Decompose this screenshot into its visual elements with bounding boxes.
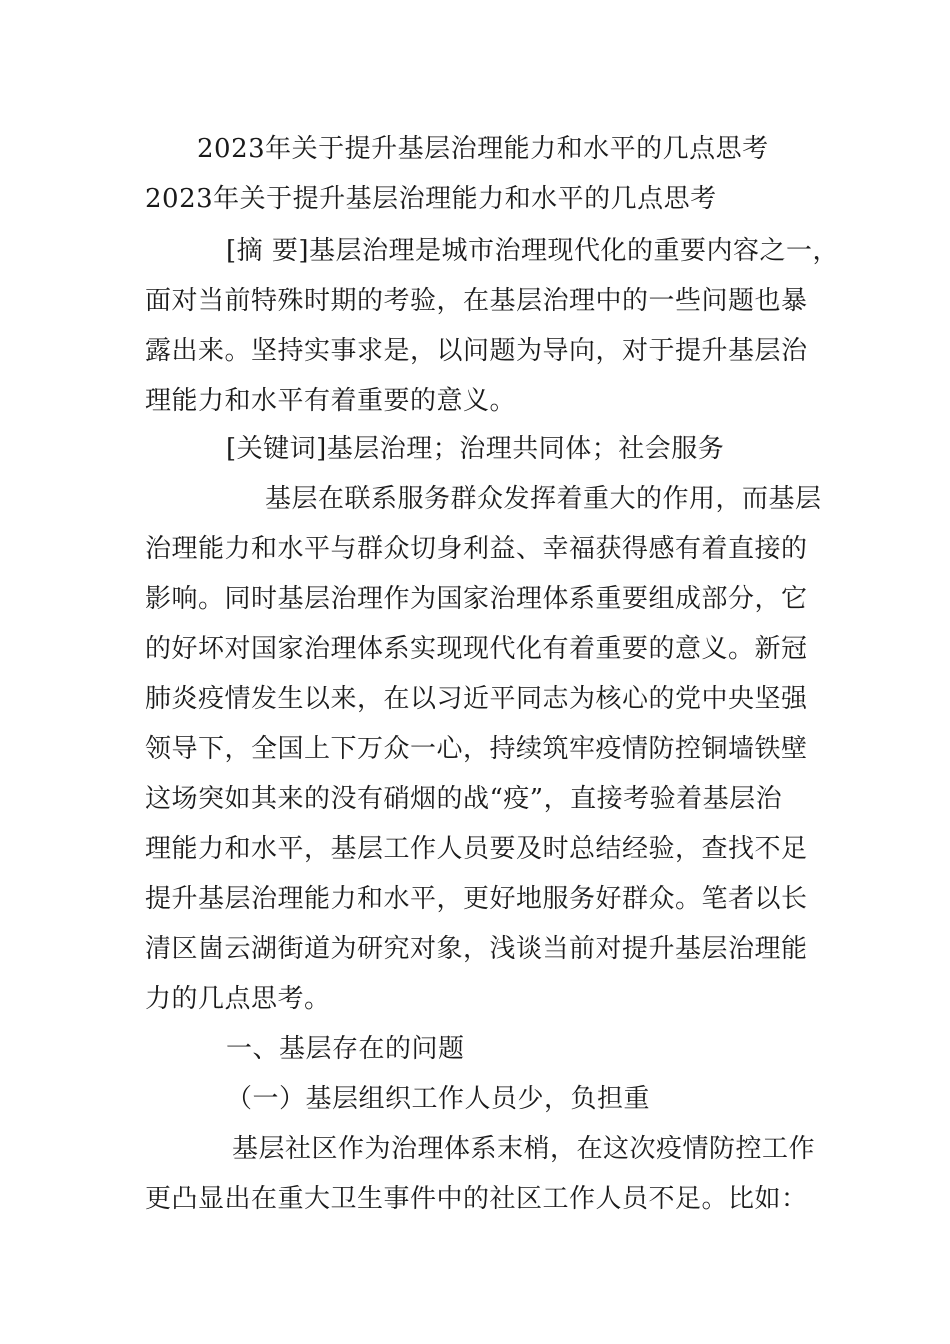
keywords-line: [关键词]基层治理；治理共同体；社会服务 <box>226 434 725 464</box>
paragraph-line: 领导下，全国上下万众一心，持续筑牢疫情防控铜墙铁壁 <box>145 734 808 764</box>
paragraph-line: 清区崮云湖街道为研究对象，浅谈当前对提升基层治理能 <box>145 934 808 964</box>
paragraph-line: 影响。同时基层治理作为国家治理体系重要组成部分，它 <box>145 584 808 614</box>
paragraph-line: 这场突如其来的没有硝烟的战“疫”，直接考验着基层治 <box>145 784 783 814</box>
paragraph-line: 肺炎疫情发生以来，在以习近平同志为核心的党中央坚强 <box>145 684 808 714</box>
paragraph-line: 提升基层治理能力和水平，更好地服务好群众。笔者以长 <box>145 884 808 914</box>
subsection-heading: （一）基层组织工作人员少，负担重 <box>226 1084 651 1114</box>
abstract-line: 面对当前特殊时期的考验，在基层治理中的一些问题也暴 <box>145 286 808 316</box>
paragraph-line: 治理能力和水平与群众切身利益、幸福获得感有着直接的 <box>145 534 808 564</box>
abstract-line: [摘 要]基层治理是城市治理现代化的重要内容之一， <box>226 236 840 266</box>
section-heading: 一、基层存在的问题 <box>226 1034 465 1064</box>
abstract-line: 理能力和水平有着重要的意义。 <box>145 386 517 416</box>
paragraph-line: 的好坏对国家治理体系实现现代化有着重要的意义。新冠 <box>145 634 808 664</box>
document-title: 2023年关于提升基层治理能力和水平的几点思考 <box>197 134 769 164</box>
paragraph-line: 更凸显出在重大卫生事件中的社区工作人员不足。比如： <box>145 1184 808 1214</box>
abstract-line: 露出来。坚持实事求是，以问题为导向，对于提升基层治 <box>145 336 808 366</box>
document-title-repeat: 2023年关于提升基层治理能力和水平的几点思考 <box>145 184 717 214</box>
paragraph-line: 理能力和水平，基层工作人员要及时总结经验，查找不足 <box>145 834 808 864</box>
paragraph-line: 基层社区作为治理体系末梢，在这次疫情防控工作 <box>232 1134 816 1164</box>
paragraph-line: 基层在联系服务群众发挥着重大的作用，而基层 <box>265 484 822 514</box>
paragraph-line: 力的几点思考。 <box>145 984 331 1014</box>
